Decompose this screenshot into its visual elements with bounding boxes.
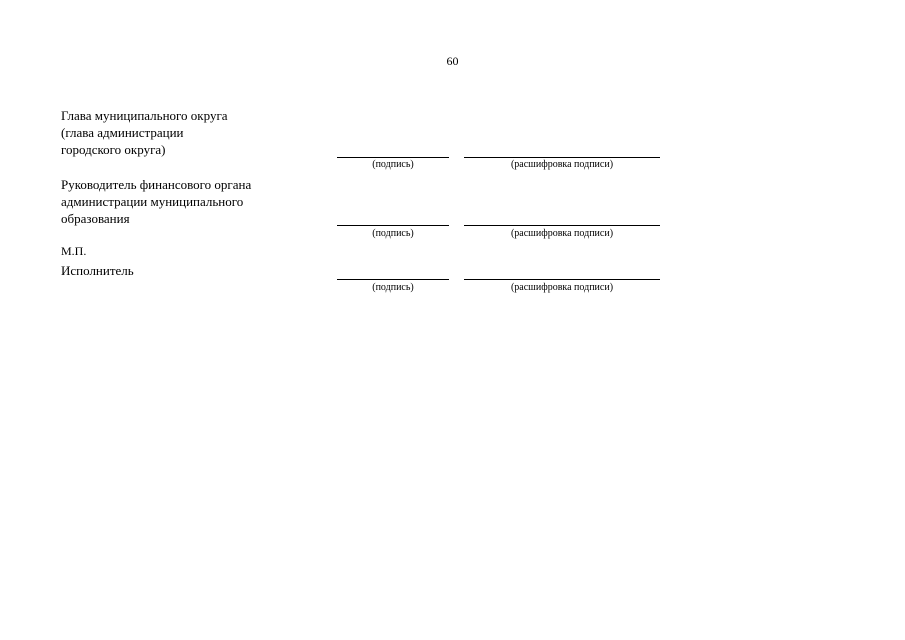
label-line: администрации муниципального [61,194,244,209]
finance-name-line[interactable] [464,225,660,226]
head-signature-line[interactable] [337,157,449,158]
label-line: образования [61,211,130,226]
executor-name-line[interactable] [464,279,660,280]
finance-name-caption: (расшифровка подписи) [510,228,614,239]
label-line: городского округа) [61,142,166,157]
finance-signature-line[interactable] [337,225,449,226]
executor-label [61,262,134,279]
head-signature-caption: (подпись) [372,159,414,170]
label-line: Руководитель финансового органа [61,177,252,192]
label-line: Исполнитель [61,263,134,278]
executor-signature-line[interactable] [337,279,449,280]
label-line: Глава муниципального округа [61,108,228,123]
head-of-district-label [61,107,228,158]
executor-name-caption: (расшифровка подписи) [510,282,614,293]
page-number: 60 [446,54,459,68]
finance-head-label [61,176,251,227]
head-name-caption: (расшифровка подписи) [510,159,614,170]
stamp-place-label: М.П. [61,244,87,258]
finance-signature-caption: (подпись) [372,228,414,239]
label-line: (глава администрации [61,125,184,140]
executor-signature-caption: (подпись) [372,282,414,293]
head-name-line[interactable] [464,157,660,158]
